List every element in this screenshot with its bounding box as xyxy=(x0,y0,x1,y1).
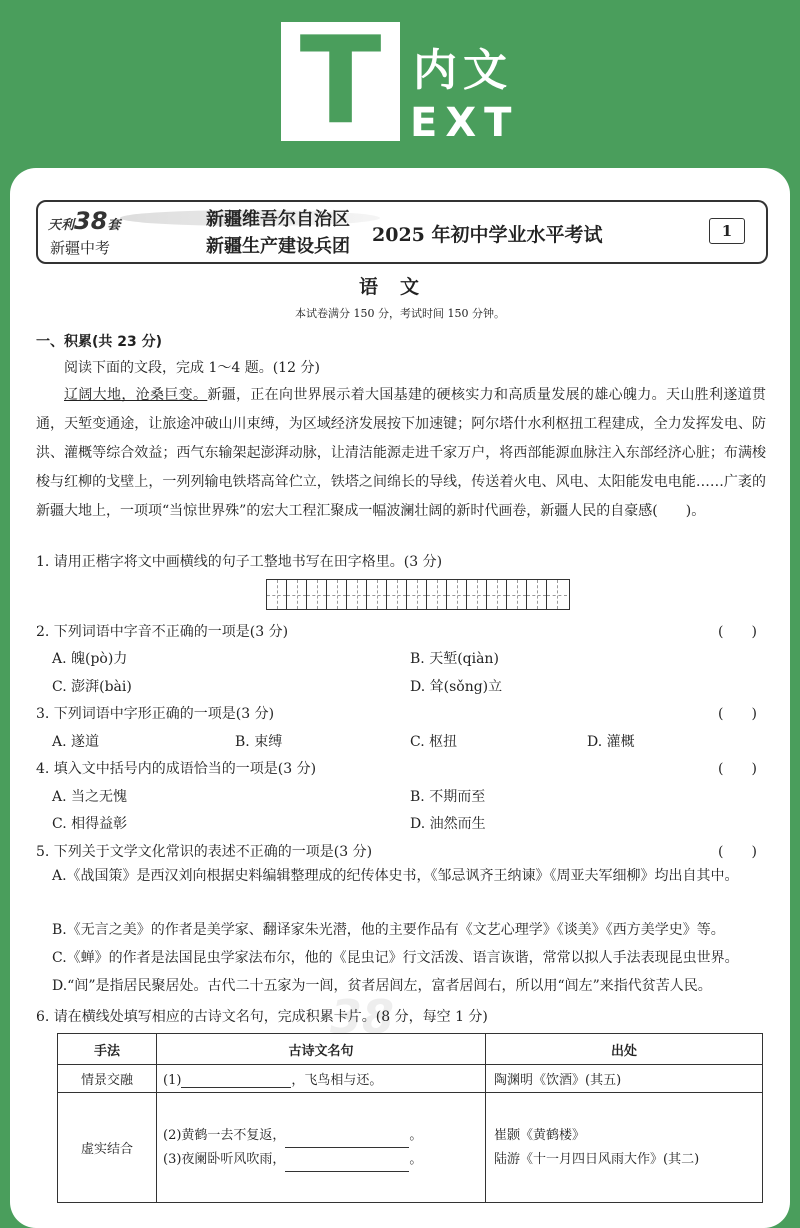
q2-option-b: B. 天堑(qiàn) xyxy=(410,651,499,667)
header-title-cn: 内文 xyxy=(413,45,513,96)
q3-option-c: C. 枢扭 xyxy=(410,734,458,750)
region-label: 新疆中考 xyxy=(50,239,111,257)
answer-paren[interactable]: ( ) xyxy=(718,624,757,640)
question-1: 1. 请用正楷字将文中画横线的句子工整地书写在田字格里。(3 分) xyxy=(36,554,443,570)
row2-method: 虚实结合 xyxy=(58,1093,157,1203)
question-4: 4. 填入文中括号内的成语恰当的一项是(3 分) xyxy=(36,761,317,777)
t-letter: T xyxy=(299,12,382,151)
authority-line-1: 新疆维吾尔自治区 xyxy=(206,209,350,230)
q4-option-a: A. 当之无愧 xyxy=(52,789,128,805)
row2-lines: (2)黄鹤一去不复返， 。 (3)夜阑卧听风吹雨， 。 xyxy=(157,1093,486,1203)
header-title-en: EXT xyxy=(410,100,520,146)
row1-source: 陶渊明《饮酒》(其五) xyxy=(486,1065,763,1093)
answer-paren[interactable]: ( ) xyxy=(718,761,757,777)
q2-option-c: C. 澎湃(bài) xyxy=(52,679,132,695)
writing-grid[interactable] xyxy=(266,579,570,610)
q4-option-d: D. 油然而生 xyxy=(410,816,486,832)
col-header-source: 出处 xyxy=(486,1034,763,1065)
q2-option-a: A. 魄(pò)力 xyxy=(52,651,128,667)
row1-method: 情景交融 xyxy=(58,1065,157,1093)
col-header-method: 手法 xyxy=(58,1034,157,1065)
q5-option-b: B.《无言之美》的作者是美学家、翻译家朱光潜，他的主要作品有《文艺心理学》《谈美》《西方美学史》等。 xyxy=(52,922,725,938)
q4-option-b: B. 不期而至 xyxy=(410,789,486,805)
question-3: 3. 下列词语中字形正确的一项是(3 分) xyxy=(36,706,275,722)
page-number: 1 xyxy=(709,218,745,244)
t-logo-box xyxy=(281,12,400,151)
row2-source: 崔颢《黄鹤楼》 陆游《十一月四日风雨大作》(其二) xyxy=(486,1093,763,1203)
authority-line-2: 新疆生产建设兵团 xyxy=(206,236,350,257)
watermark-logo: 38 xyxy=(330,990,395,1044)
q5-option-d: D.“闾”是指居民聚居处。古代二十五家为一闾，贫者居闾左，富者居闾右，所以用“闾左”来指代贫苦人民。 xyxy=(52,978,712,994)
knowledge-card-table xyxy=(57,1033,763,1203)
underlined-sentence: 辽阔大地，沧桑巨变。 xyxy=(64,387,208,403)
q3-option-d: D. 灌概 xyxy=(587,734,635,750)
question-2: 2. 下列词语中字音不正确的一项是(3 分) xyxy=(36,624,289,640)
q3-option-b: B. 束缚 xyxy=(235,734,283,750)
passage xyxy=(36,381,766,526)
question-5: 5. 下列关于文学文化常识的表述不正确的一项是(3 分) xyxy=(36,844,373,860)
q3-option-a: A. 遂道 xyxy=(52,734,100,750)
q5-option-a: A.《战国策》是西汉刘向根据史料编辑整理成的纪传体史书，《邹忌讽齐王纳谏》《周亚夫军细柳》均出自其中。 xyxy=(52,868,739,884)
question-6: 6. 请在横线处填写相应的古诗文名句，完成积累卡片。(8 分，每空 1 分) xyxy=(36,1009,488,1025)
row1-line: (1) ，飞鸟相与还。 xyxy=(157,1065,486,1093)
subject-title: 语文 xyxy=(358,276,441,298)
q2-option-d: D. 耸(sǒng)立 xyxy=(410,679,503,695)
col-header-lines: 古诗文名句 xyxy=(157,1034,486,1065)
answer-paren[interactable]: ( ) xyxy=(718,844,757,860)
exam-note: 本试卷满分 150 分，考试时间 150 分钟。 xyxy=(295,307,505,320)
blank-3[interactable] xyxy=(285,1171,409,1172)
blank-1[interactable] xyxy=(181,1087,291,1088)
answer-paren[interactable]: ( ) xyxy=(718,706,757,722)
q4-option-c: C. 相得益彰 xyxy=(52,816,128,832)
page-header xyxy=(0,0,800,170)
reading-intro: 阅读下面的文段，完成 1～4 题。(12 分) xyxy=(64,360,320,376)
q5-option-c: C.《蝉》的作者是法国昆虫学家法布尔，他的《昆虫记》行文活泼、语言诙谐，常常以拟人手法表现昆虫世界。 xyxy=(52,950,739,966)
section-heading: 一、积累(共 23 分) xyxy=(36,334,163,350)
passage-body: 新疆，正在向世界展示着大国基建的硬核实力和高质量发展的雄心魄力。天山胜利遂道贯通，天堑变通途，让旅途冲破山川束缚，为区域经济发展按下加速键；阿尔塔什水利枢扭工程建成，全力发挥发电、防洪、灌概等综合效益；西气东输架起澎湃动脉，让清洁能源走进千家万户，将西部能源血脉注入东部经济心脏；布满梭梭与红柳的戈壁上，一列列输电铁塔高耸伫立，铁塔之间绵长的导线，传送着火电、风电、太阳能发电电能……广袤的新疆大地上，一项项“当惊世界殊”的宏大工程汇聚成一幅波澜壮阔的新时代画卷，新疆人民的自豪感( )。 xyxy=(36,387,767,519)
publisher-logo: 天利38套 xyxy=(48,207,121,235)
exam-name: 2025 年初中学业水平考试 xyxy=(372,224,603,246)
